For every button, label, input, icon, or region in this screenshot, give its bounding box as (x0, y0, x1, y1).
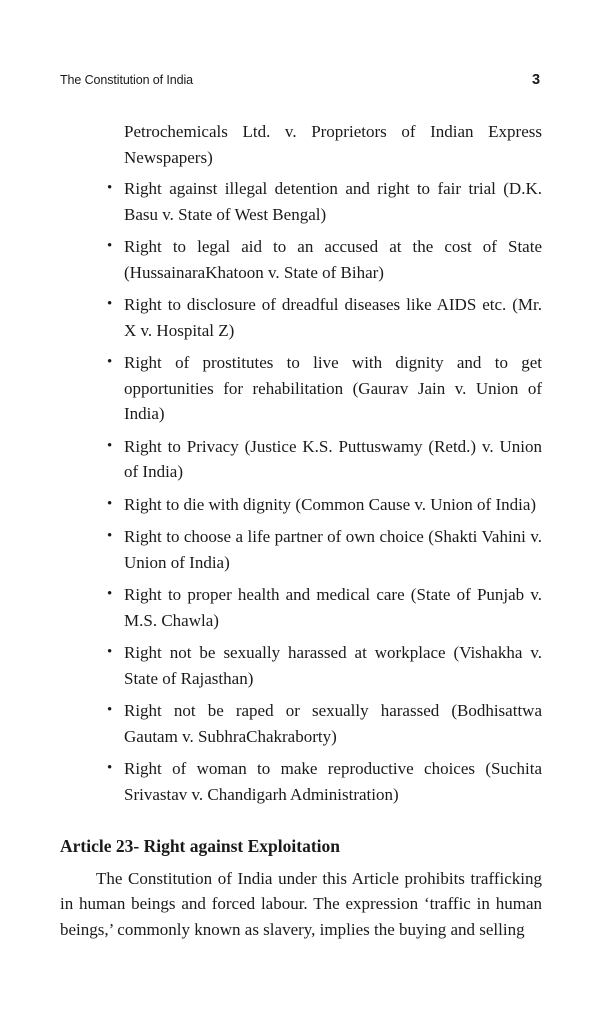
list-item (60, 350, 542, 427)
list-item (60, 582, 542, 633)
list-item-text: Right not be raped or sexually harassed (Bodhisattwa Gautam v. SubhraChakraborty) (124, 701, 542, 746)
list-item-text: Right against illegal detention and right to fair trial (D.K. Basu v. State of West Bengal) (124, 179, 542, 224)
list-item-text: Right to legal aid to an accused at the cost of State (HussainaraKhatoon v. State of Bihar) (124, 237, 542, 282)
continuation-text: Petrochemicals Ltd. v. Proprietors of Indian Express Newspapers) (124, 122, 542, 167)
list-item (60, 434, 542, 485)
bullet-icon: • (107, 296, 113, 312)
bullet-icon: • (107, 586, 113, 602)
list-item-text: Right to disclosure of dreadful diseases like AIDS etc. (Mr. X v. Hospital Z) (124, 295, 542, 340)
list-item (60, 524, 542, 575)
list-item-text: Right to Privacy (Justice K.S. Puttuswamy (Retd.) v. Union of India) (124, 436, 542, 481)
page-body (60, 119, 542, 942)
bullet-icon: • (107, 760, 113, 776)
list-item-text: Right not be sexually harassed at workplace (Vishakha v. State of Rajasthan) (124, 643, 542, 688)
running-head-title: The Constitution of India (60, 73, 193, 87)
bullet-icon: • (107, 702, 113, 718)
list-item (60, 292, 542, 343)
bullet-icon: • (107, 238, 113, 254)
section-heading: Article 23- Right against Exploitation (60, 836, 340, 856)
list-item (60, 698, 542, 749)
list-item (60, 756, 542, 807)
bullet-icon: • (107, 354, 113, 370)
list-item (60, 640, 542, 691)
bullet-icon: • (107, 528, 113, 544)
list-item (60, 176, 542, 227)
list-item-text: Right of prostitutes to live with dignity and to get opportunities for rehabilitation (Gaurav Jain v. Union of India) (124, 353, 542, 423)
bullet-icon: • (107, 180, 113, 196)
bullet-icon: • (107, 644, 113, 660)
body-paragraph: The Constitution of India under this Article prohibits trafficking in human beings and forced labour. The expression ‘traffic in human beings,’ commonly known as slavery, implies the buying and selling (60, 868, 542, 939)
list-item-text: Right to choose a life partner of own choice (Shakti Vahini v. Union of India) (124, 527, 542, 572)
bullet-icon: • (107, 437, 113, 454)
page-number: 3 (532, 72, 541, 88)
list-item-text: Right to proper health and medical care (State of Punjab v. M.S. Chawla) (124, 585, 542, 630)
rights-bullet-list (60, 176, 542, 807)
bullet-icon: • (107, 495, 113, 512)
list-item (60, 234, 542, 285)
list-item (60, 492, 542, 518)
list-item-text: Right to die with dignity (Common Cause v. Union of India) (124, 494, 537, 514)
list-item-text: Right of woman to make reproductive choices (Suchita Srivastav v. Chandigarh Administration) (124, 759, 542, 804)
